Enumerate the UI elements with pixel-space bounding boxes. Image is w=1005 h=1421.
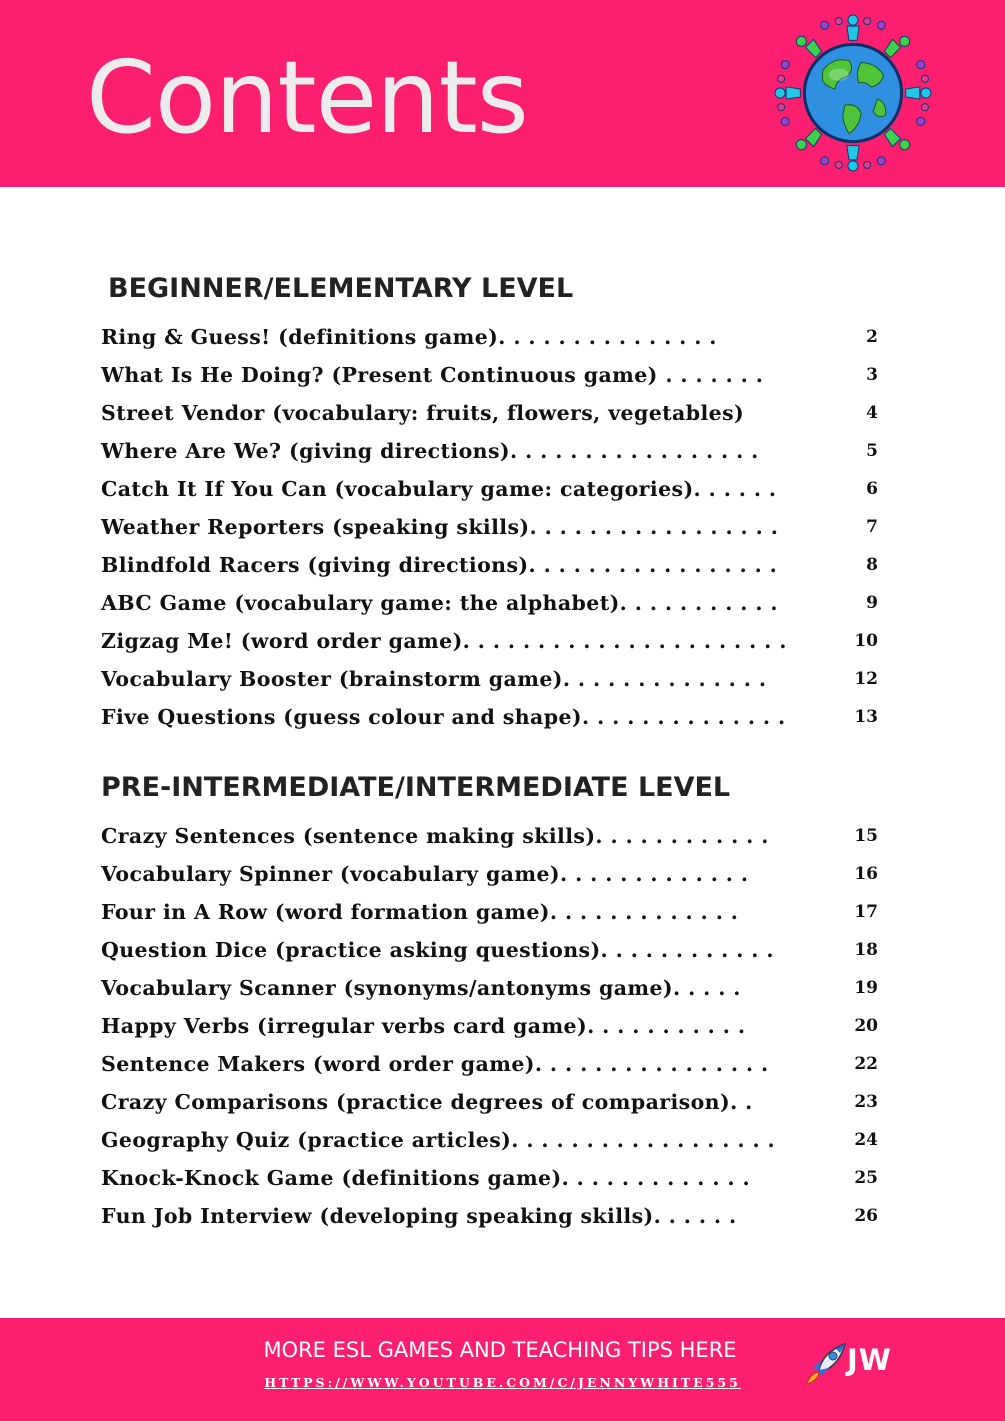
toc-entry-page: 15 (854, 826, 878, 846)
toc-entry-title: Ring & Guess! (definitions game). . . . . . . . . . . . . . . (101, 325, 717, 349)
footer-tagline: MORE ESL GAMES AND TEACHING TIPS HERE (263, 1338, 737, 1362)
rocket-icon (803, 1340, 849, 1386)
toc-entry-page: 17 (854, 902, 878, 922)
toc-entry-page: 13 (854, 707, 878, 727)
brand-logo: JW (847, 1343, 892, 1377)
toc-entry-title: Question Dice (practice asking questions). . . . . . . . . . . . (101, 938, 774, 962)
globe-people-icon (772, 12, 934, 174)
toc-entry-page: 8 (866, 555, 878, 575)
toc-entry-page: 10 (854, 631, 878, 651)
toc-entry-page: 20 (854, 1016, 878, 1036)
toc-entry-title: Catch It If You Can (vocabulary game: categories). . . . . . (101, 477, 777, 501)
toc-entry-page: 9 (866, 593, 878, 613)
toc-entry-title: Vocabulary Scanner (synonyms/antonyms game). . . . . (101, 976, 741, 1000)
toc-entry-page: 6 (866, 479, 878, 499)
toc-entry-page: 19 (854, 978, 878, 998)
page-title: Contents (86, 39, 528, 156)
toc-entry-title: Blindfold Racers (giving directions). . . . . . . . . . . . . . . . . (101, 553, 778, 577)
toc-entry-title: Geography Quiz (practice articles). . . . . . . . . . . . . . . . . . (101, 1128, 776, 1152)
toc-entry-title: Happy Verbs (irregular verbs card game). . . . . . . . . . . (101, 1014, 746, 1038)
toc-entry-title: Street Vendor (vocabulary: fruits, flowers, vegetables) (101, 401, 745, 425)
toc-entry-page: 25 (854, 1168, 878, 1188)
toc-entry-page: 26 (854, 1206, 878, 1226)
toc-entry-page: 3 (866, 365, 878, 385)
toc-entry-page: 22 (854, 1054, 878, 1074)
toc-entry-title: ABC Game (vocabulary game: the alphabet). . . . . . . . . . . (101, 591, 778, 615)
toc-entry-title: Vocabulary Booster (brainstorm game). . . . . . . . . . . . . . (101, 667, 767, 691)
toc-entry-title: Sentence Makers (word order game). . . . . . . . . . . . . . . . (101, 1052, 769, 1076)
section-heading-intermediate: PRE-INTERMEDIATE/INTERMEDIATE LEVEL (101, 772, 731, 803)
toc-entry-title: Crazy Comparisons (practice degrees of comparison). . (101, 1090, 753, 1114)
toc-entry-title: Where Are We? (giving directions). . . . . . . . . . . . . . . . . (101, 439, 759, 463)
toc-entry-page: 5 (866, 441, 878, 461)
toc-entry-page: 12 (854, 669, 878, 689)
toc-entry-page: 16 (854, 864, 878, 884)
toc-entry-title: Knock-Knock Game (definitions game). . . . . . . . . . . . . (101, 1166, 750, 1190)
toc-entry-title: Five Questions (guess colour and shape). . . . . . . . . . . . . . (101, 705, 786, 729)
toc-entry-title: Weather Reporters (speaking skills). . . . . . . . . . . . . . . . . (101, 515, 779, 539)
toc-entry-title: Zigzag Me! (word order game). . . . . . . . . . . . . . . . . . . . . . (101, 629, 787, 653)
toc-entry-title: Fun Job Interview (developing speaking skills). . . . . . (101, 1204, 737, 1228)
toc-entry-page: 18 (854, 940, 878, 960)
toc-entry-page: 2 (866, 327, 878, 347)
toc-entry-page: 24 (854, 1130, 878, 1150)
toc-entry-title: Crazy Sentences (sentence making skills). . . . . . . . . . . . (101, 824, 769, 848)
youtube-channel-link[interactable]: HTTPS://WWW.YOUTUBE.COM/C/JENNYWHITE555 (264, 1375, 741, 1390)
toc-entry-page: 23 (854, 1092, 878, 1112)
toc-entry-title: Vocabulary Spinner (vocabulary game). . . . . . . . . . . . . (101, 862, 749, 886)
toc-entry-title: Four in A Row (word formation game). . . . . . . . . . . . . (101, 900, 739, 924)
toc-entry-page: 7 (866, 517, 878, 537)
toc-entry-title: What Is He Doing? (Present Continuous game) . . . . . . . (101, 363, 764, 387)
toc-entry-page: 4 (866, 403, 878, 423)
section-heading-beginner: BEGINNER/ELEMENTARY LEVEL (108, 273, 574, 304)
